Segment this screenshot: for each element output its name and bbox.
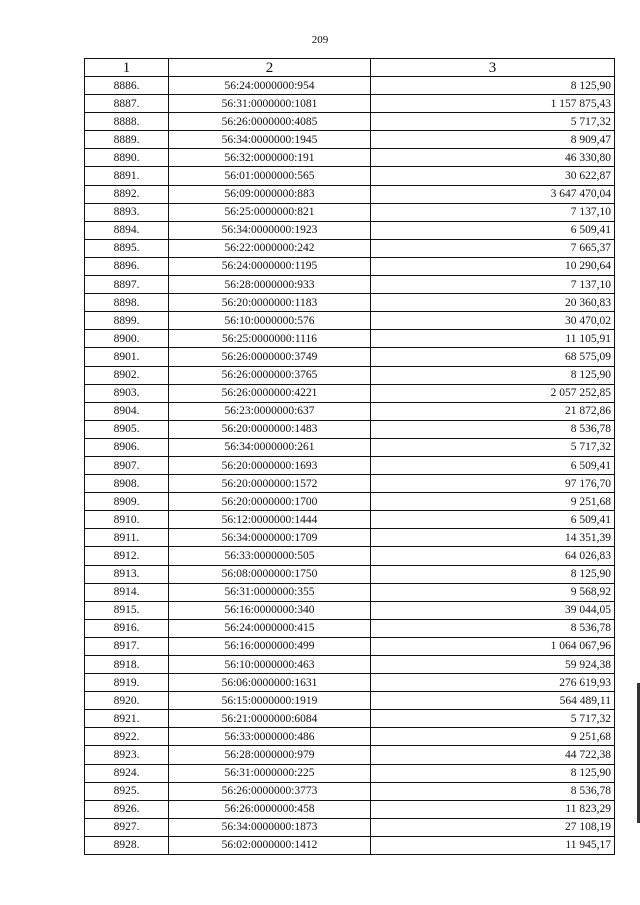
amount-cell: 8 536,78 bbox=[371, 619, 615, 637]
cadastral-number-cell: 56:31:0000000:1081 bbox=[169, 95, 371, 113]
table-row bbox=[85, 113, 615, 131]
amount-cell: 68 575,09 bbox=[371, 348, 615, 366]
table-row bbox=[85, 239, 615, 257]
amount-cell: 44 722,38 bbox=[371, 746, 615, 764]
row-number-cell: 8894. bbox=[85, 221, 169, 239]
table-row bbox=[85, 601, 615, 619]
table-row bbox=[85, 511, 615, 529]
row-number-cell: 8893. bbox=[85, 203, 169, 221]
amount-cell: 39 044,05 bbox=[371, 601, 615, 619]
table-row bbox=[85, 294, 615, 312]
amount-cell: 9 251,68 bbox=[371, 728, 615, 746]
amount-cell: 5 717,32 bbox=[371, 113, 615, 131]
table-row bbox=[85, 185, 615, 203]
amount-cell: 8 536,78 bbox=[371, 420, 615, 438]
row-number-cell: 8886. bbox=[85, 77, 169, 95]
cadastral-number-cell: 56:26:0000000:458 bbox=[169, 800, 371, 818]
amount-cell: 8 125,90 bbox=[371, 764, 615, 782]
amount-cell: 7 137,10 bbox=[371, 276, 615, 294]
cadastral-number-cell: 56:01:0000000:565 bbox=[169, 167, 371, 185]
amount-cell: 5 717,32 bbox=[371, 710, 615, 728]
cadastral-number-cell: 56:33:0000000:486 bbox=[169, 728, 371, 746]
table-row bbox=[85, 420, 615, 438]
row-number-cell: 8887. bbox=[85, 95, 169, 113]
cadastral-number-cell: 56:10:0000000:463 bbox=[169, 656, 371, 674]
table-row bbox=[85, 438, 615, 456]
row-number-cell: 8925. bbox=[85, 782, 169, 800]
amount-cell: 11 823,29 bbox=[371, 800, 615, 818]
row-number-cell: 8922. bbox=[85, 728, 169, 746]
row-number-cell: 8896. bbox=[85, 257, 169, 275]
amount-cell: 9 251,68 bbox=[371, 493, 615, 511]
table-row bbox=[85, 348, 615, 366]
table-row bbox=[85, 384, 615, 402]
cadastral-number-cell: 56:34:0000000:261 bbox=[169, 438, 371, 456]
row-number-cell: 8902. bbox=[85, 366, 169, 384]
amount-cell: 97 176,70 bbox=[371, 475, 615, 493]
cadastral-number-cell: 56:24:0000000:954 bbox=[169, 77, 371, 95]
amount-cell: 30 622,87 bbox=[371, 167, 615, 185]
cadastral-number-cell: 56:02:0000000:1412 bbox=[169, 836, 371, 854]
row-number-cell: 8928. bbox=[85, 836, 169, 854]
cadastral-number-cell: 56:33:0000000:505 bbox=[169, 547, 371, 565]
table-row bbox=[85, 818, 615, 836]
table-row bbox=[85, 312, 615, 330]
table-row bbox=[85, 565, 615, 583]
amount-cell: 59 924,38 bbox=[371, 656, 615, 674]
table-row bbox=[85, 149, 615, 167]
table-row bbox=[85, 493, 615, 511]
table-row bbox=[85, 637, 615, 655]
table-row bbox=[85, 95, 615, 113]
amount-cell: 6 509,41 bbox=[371, 456, 615, 474]
row-number-cell: 8907. bbox=[85, 456, 169, 474]
table-row bbox=[85, 131, 615, 149]
row-number-cell: 8920. bbox=[85, 692, 169, 710]
table-row bbox=[85, 167, 615, 185]
row-number-cell: 8913. bbox=[85, 565, 169, 583]
table-row bbox=[85, 728, 615, 746]
row-number-cell: 8914. bbox=[85, 583, 169, 601]
cadastral-number-cell: 56:16:0000000:340 bbox=[169, 601, 371, 619]
row-number-cell: 8927. bbox=[85, 818, 169, 836]
amount-cell: 46 330,80 bbox=[371, 149, 615, 167]
cadastral-number-cell: 56:31:0000000:225 bbox=[169, 764, 371, 782]
amount-cell: 8 125,90 bbox=[371, 366, 615, 384]
row-number-cell: 8919. bbox=[85, 674, 169, 692]
amount-cell: 8 909,47 bbox=[371, 131, 615, 149]
amount-cell: 1 157 875,43 bbox=[371, 95, 615, 113]
row-number-cell: 8901. bbox=[85, 348, 169, 366]
table-row bbox=[85, 764, 615, 782]
cadastral-number-cell: 56:31:0000000:355 bbox=[169, 583, 371, 601]
amount-cell: 6 509,41 bbox=[371, 511, 615, 529]
row-number-cell: 8898. bbox=[85, 294, 169, 312]
page-number: 209 bbox=[311, 34, 329, 46]
cadastral-number-cell: 56:24:0000000:415 bbox=[169, 619, 371, 637]
cadastral-number-cell: 56:34:0000000:1873 bbox=[169, 818, 371, 836]
row-number-cell: 8906. bbox=[85, 438, 169, 456]
table-row bbox=[85, 203, 615, 221]
cadastral-number-cell: 56:34:0000000:1709 bbox=[169, 529, 371, 547]
column-header-3: 3 bbox=[371, 59, 615, 77]
row-number-cell: 8908. bbox=[85, 475, 169, 493]
table-header bbox=[85, 59, 615, 77]
table-row bbox=[85, 710, 615, 728]
cadastral-number-cell: 56:06:0000000:1631 bbox=[169, 674, 371, 692]
row-number-cell: 8909. bbox=[85, 493, 169, 511]
table-row bbox=[85, 366, 615, 384]
amount-cell: 10 290,64 bbox=[371, 257, 615, 275]
cadastral-number-cell: 56:34:0000000:1945 bbox=[169, 131, 371, 149]
table-row bbox=[85, 746, 615, 764]
row-number-cell: 8924. bbox=[85, 764, 169, 782]
row-number-cell: 8899. bbox=[85, 312, 169, 330]
cadastral-number-cell: 56:26:0000000:4221 bbox=[169, 384, 371, 402]
cadastral-number-cell: 56:20:0000000:1483 bbox=[169, 420, 371, 438]
table-row bbox=[85, 800, 615, 818]
table-row bbox=[85, 475, 615, 493]
cadastral-number-cell: 56:20:0000000:1183 bbox=[169, 294, 371, 312]
row-number-cell: 8918. bbox=[85, 656, 169, 674]
amount-cell: 7 137,10 bbox=[371, 203, 615, 221]
amount-cell: 1 064 067,96 bbox=[371, 637, 615, 655]
row-number-cell: 8900. bbox=[85, 330, 169, 348]
cadastral-number-cell: 56:25:0000000:821 bbox=[169, 203, 371, 221]
cadastral-number-cell: 56:16:0000000:499 bbox=[169, 637, 371, 655]
cadastral-number-cell: 56:26:0000000:4085 bbox=[169, 113, 371, 131]
cadastral-number-cell: 56:24:0000000:1195 bbox=[169, 257, 371, 275]
row-number-cell: 8891. bbox=[85, 167, 169, 185]
amount-cell: 11 945,17 bbox=[371, 836, 615, 854]
amount-cell: 20 360,83 bbox=[371, 294, 615, 312]
cadastral-number-cell: 56:32:0000000:191 bbox=[169, 149, 371, 167]
column-header-1: 1 bbox=[85, 59, 169, 77]
cadastral-number-cell: 56:26:0000000:3749 bbox=[169, 348, 371, 366]
row-number-cell: 8917. bbox=[85, 637, 169, 655]
table-row bbox=[85, 782, 615, 800]
amount-cell: 2 057 252,85 bbox=[371, 384, 615, 402]
amount-cell: 64 026,83 bbox=[371, 547, 615, 565]
table-row bbox=[85, 456, 615, 474]
row-number-cell: 8895. bbox=[85, 239, 169, 257]
row-number-cell: 8921. bbox=[85, 710, 169, 728]
table-row bbox=[85, 619, 615, 637]
row-number-cell: 8889. bbox=[85, 131, 169, 149]
cadastral-number-cell: 56:15:0000000:1919 bbox=[169, 692, 371, 710]
amount-cell: 8 125,90 bbox=[371, 77, 615, 95]
table-row bbox=[85, 836, 615, 854]
row-number-cell: 8888. bbox=[85, 113, 169, 131]
table-row bbox=[85, 656, 615, 674]
cadastral-number-cell: 56:22:0000000:242 bbox=[169, 239, 371, 257]
cadastral-number-cell: 56:34:0000000:1923 bbox=[169, 221, 371, 239]
row-number-cell: 8903. bbox=[85, 384, 169, 402]
amount-cell: 11 105,91 bbox=[371, 330, 615, 348]
cadastral-number-cell: 56:25:0000000:1116 bbox=[169, 330, 371, 348]
table-row bbox=[85, 674, 615, 692]
row-number-cell: 8916. bbox=[85, 619, 169, 637]
amount-cell: 5 717,32 bbox=[371, 438, 615, 456]
cadastral-number-cell: 56:20:0000000:1693 bbox=[169, 456, 371, 474]
row-number-cell: 8923. bbox=[85, 746, 169, 764]
cadastral-number-cell: 56:23:0000000:637 bbox=[169, 402, 371, 420]
header-row bbox=[85, 59, 615, 77]
cadastral-number-cell: 56:28:0000000:933 bbox=[169, 276, 371, 294]
amount-cell: 6 509,41 bbox=[371, 221, 615, 239]
amount-cell: 21 872,86 bbox=[371, 402, 615, 420]
data-table bbox=[84, 58, 615, 855]
amount-cell: 8 125,90 bbox=[371, 565, 615, 583]
cadastral-number-cell: 56:21:0000000:6084 bbox=[169, 710, 371, 728]
table-row bbox=[85, 330, 615, 348]
amount-cell: 276 619,93 bbox=[371, 674, 615, 692]
row-number-cell: 8910. bbox=[85, 511, 169, 529]
amount-cell: 8 536,78 bbox=[371, 782, 615, 800]
table-row bbox=[85, 402, 615, 420]
table-row bbox=[85, 547, 615, 565]
amount-cell: 564 489,11 bbox=[371, 692, 615, 710]
row-number-cell: 8926. bbox=[85, 800, 169, 818]
column-header-2: 2 bbox=[169, 59, 371, 77]
table-row bbox=[85, 221, 615, 239]
amount-cell: 30 470,02 bbox=[371, 312, 615, 330]
amount-cell: 9 568,92 bbox=[371, 583, 615, 601]
amount-cell: 14 351,39 bbox=[371, 529, 615, 547]
cadastral-number-cell: 56:20:0000000:1700 bbox=[169, 493, 371, 511]
amount-cell: 3 647 470,04 bbox=[371, 185, 615, 203]
row-number-cell: 8904. bbox=[85, 402, 169, 420]
table-row bbox=[85, 276, 615, 294]
table-row bbox=[85, 583, 615, 601]
cadastral-number-cell: 56:09:0000000:883 bbox=[169, 185, 371, 203]
row-number-cell: 8905. bbox=[85, 420, 169, 438]
cadastral-number-cell: 56:10:0000000:576 bbox=[169, 312, 371, 330]
row-number-cell: 8912. bbox=[85, 547, 169, 565]
cadastral-number-cell: 56:28:0000000:979 bbox=[169, 746, 371, 764]
amount-cell: 27 108,19 bbox=[371, 818, 615, 836]
cadastral-number-cell: 56:26:0000000:3773 bbox=[169, 782, 371, 800]
table-row bbox=[85, 77, 615, 95]
row-number-cell: 8890. bbox=[85, 149, 169, 167]
amount-cell: 7 665,37 bbox=[371, 239, 615, 257]
table-row bbox=[85, 257, 615, 275]
cadastral-number-cell: 56:26:0000000:3765 bbox=[169, 366, 371, 384]
table-body bbox=[85, 77, 615, 855]
row-number-cell: 8897. bbox=[85, 276, 169, 294]
cadastral-number-cell: 56:20:0000000:1572 bbox=[169, 475, 371, 493]
row-number-cell: 8892. bbox=[85, 185, 169, 203]
row-number-cell: 8915. bbox=[85, 601, 169, 619]
row-number-cell: 8911. bbox=[85, 529, 169, 547]
table-row bbox=[85, 529, 615, 547]
table-row bbox=[85, 692, 615, 710]
cadastral-number-cell: 56:08:0000000:1750 bbox=[169, 565, 371, 583]
cadastral-number-cell: 56:12:0000000:1444 bbox=[169, 511, 371, 529]
